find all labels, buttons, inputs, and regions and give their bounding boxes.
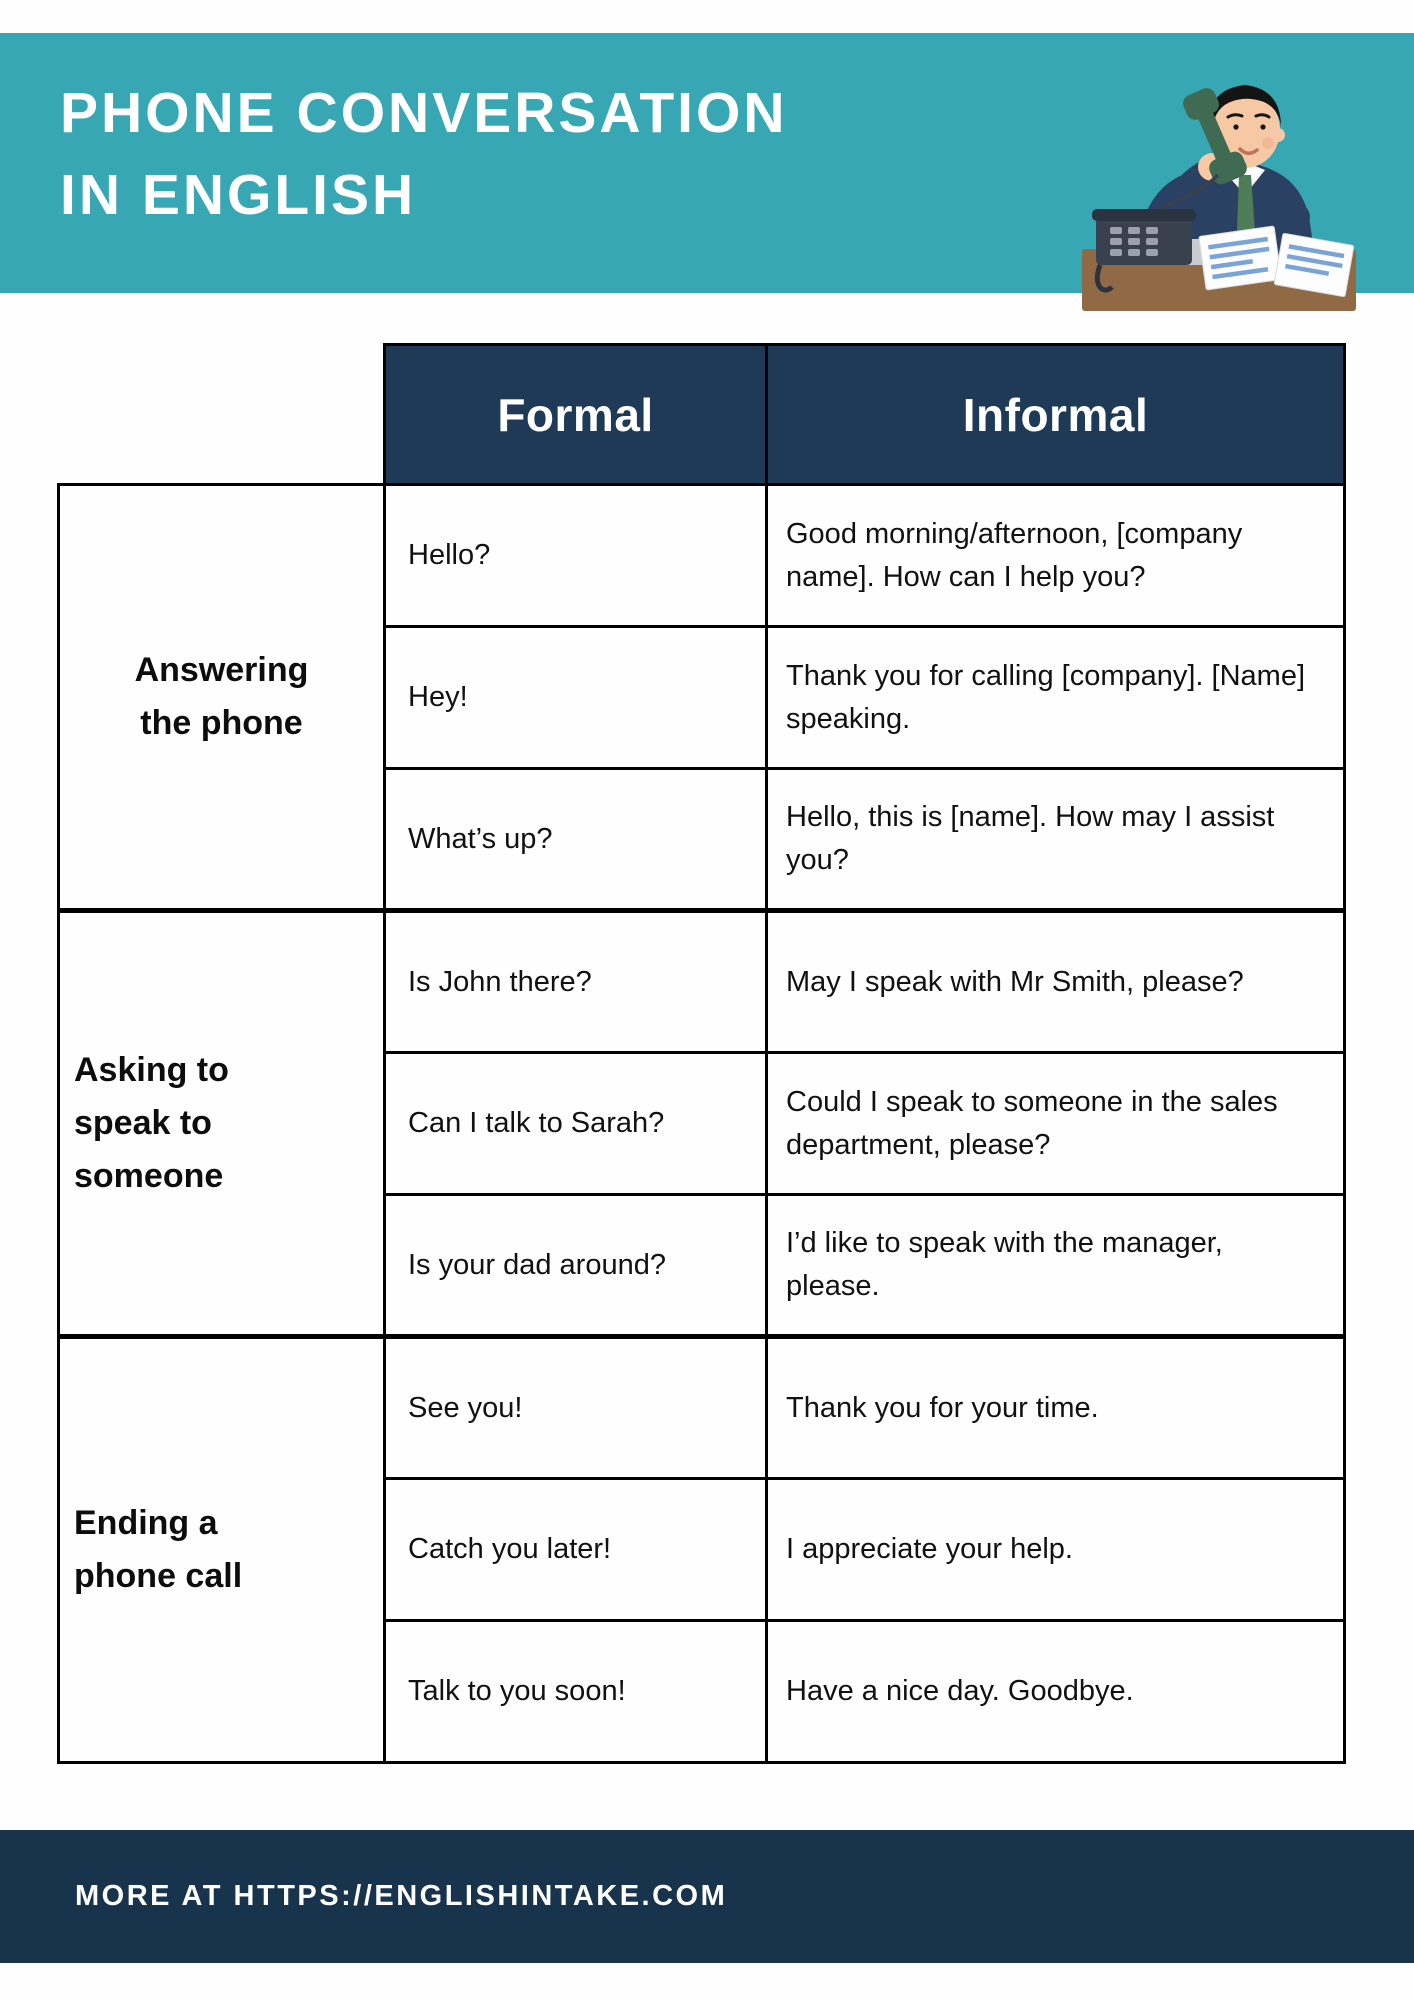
formal-phrase: Hey!	[385, 627, 767, 769]
footer-link-text: MORE AT HTTPS://ENGLISHINTAKE.COM	[75, 1880, 728, 1912]
informal-phrase: Thank you for calling [company]. [Name] speaking.	[767, 627, 1345, 769]
banner	[0, 33, 1414, 293]
informal-phrase: I’d like to speak with the manager, please.	[767, 1195, 1345, 1337]
formal-phrase: Is your dad around?	[385, 1195, 767, 1337]
page-title-line2: IN ENGLISH	[60, 162, 417, 227]
informal-phrase: Hello, this is [name]. How may I assist you?	[767, 769, 1345, 911]
phone-illustration	[1052, 51, 1368, 317]
category-answering-the-phone: Answering the phone	[59, 485, 385, 911]
table-row	[59, 911, 1345, 1053]
category-ending-call: Ending a phone call	[59, 1337, 385, 1763]
formal-phrase: Can I talk to Sarah?	[385, 1053, 767, 1195]
column-header-formal: Formal	[385, 345, 767, 485]
footer	[0, 1830, 1414, 1963]
category-asking-to-speak: Asking to speak to someone	[59, 911, 385, 1337]
column-header-informal: Informal	[767, 345, 1345, 485]
formal-phrase: See you!	[385, 1337, 767, 1479]
informal-phrase: Could I speak to someone in the sales department, please?	[767, 1053, 1345, 1195]
page-title-line1: PHONE CONVERSATION	[60, 81, 788, 145]
informal-phrase: I appreciate your help.	[767, 1479, 1345, 1621]
header-spacer	[59, 345, 385, 485]
informal-phrase: Good morning/afternoon, [company name]. How can I help you?	[767, 485, 1345, 627]
formal-phrase: Hello?	[385, 485, 767, 627]
table-row	[59, 1337, 1345, 1479]
formal-phrase: Is John there?	[385, 911, 767, 1053]
formal-phrase: What’s up?	[385, 769, 767, 911]
table-header-row	[59, 345, 1345, 485]
table-row	[59, 485, 1345, 627]
informal-phrase: Thank you for your time.	[767, 1337, 1345, 1479]
page-title	[60, 73, 788, 236]
informal-phrase: Have a nice day. Goodbye.	[767, 1621, 1345, 1763]
phrase-table	[57, 343, 1346, 1764]
informal-phrase: May I speak with Mr Smith, please?	[767, 911, 1345, 1053]
formal-phrase: Talk to you soon!	[385, 1621, 767, 1763]
formal-phrase: Catch you later!	[385, 1479, 767, 1621]
